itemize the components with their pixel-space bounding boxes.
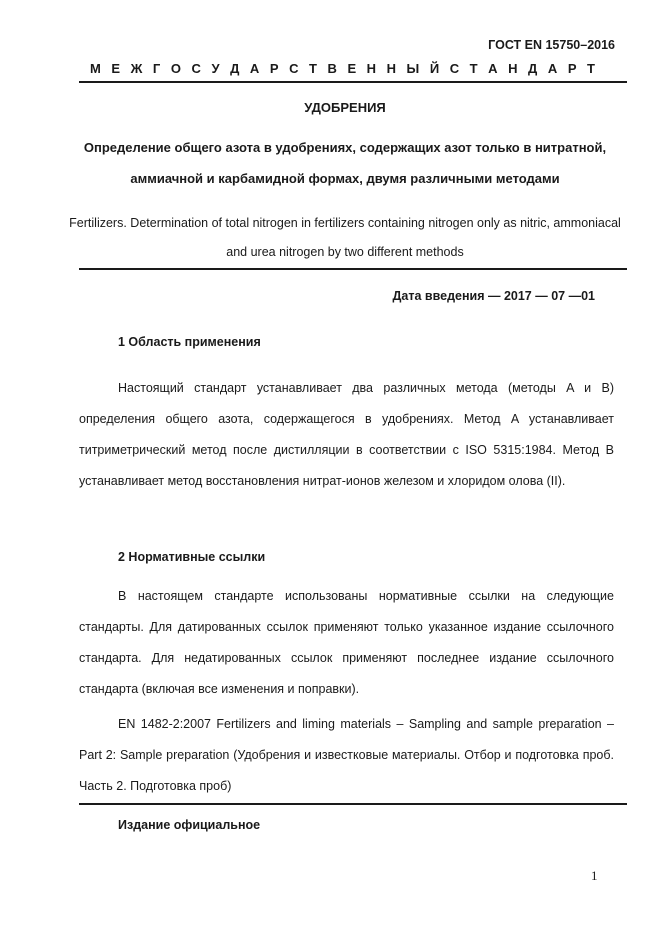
section-1-heading: 1 Область применения [118,335,261,349]
section-2-paragraph-2: EN 1482-2:2007 Fertilizers and liming materials – Sampling and sample preparation – Part 2: Sample preparation (Удобрения и известковые материалы. Отбор и подготовка проб. Часть 2. Подготовка проб) [79,717,614,793]
title-en-line-1: Fertilizers. Determination of total nitrogen in fertilizers containing nitrogen only as nitric, ammoniacal [69,216,621,230]
footer-rule [79,803,627,805]
section-1-paragraph: Настоящий стандарт устанавливает два различных метода (методы A и B) определения общего азота, содержащегося в удобрениях. Метод A устанавливает титриметрический метод после дистилляции в соответствии с ISO 5315:1984. Метод B устанавливает метод восстановления нитрат-ионов железом и хлоридом олова (II). [79,381,614,488]
header-rule [79,81,627,83]
introduction-date: Дата введения — 2017 — 07 —01 [392,289,595,303]
page-number: 1 [591,868,598,883]
title-en-line-2: and urea nitrogen by two different methods [226,245,464,259]
section-2-paragraph-1: В настоящем стандарте использованы нормативные ссылки на следующие стандарты. Для датированных ссылок применяют только указанное издание ссылочного стандарта. Для недатированных ссылок применяют последнее издание ссылочного стандарта (включая все изменения и поправки). [79,589,614,696]
title-ru-line-2: аммиачной и карбамидной формах, двумя различными методами [130,171,560,186]
title-rule [79,268,627,270]
title-ru-line-1: Определение общего азота в удобрениях, содержащих азот только в нитратной, [83,140,607,155]
official-edition-label: Издание официальное [118,818,261,832]
section-2-heading: 2 Нормативные ссылки [118,550,266,564]
standard-code: ГОСТ EN 15750–2016 [488,38,615,52]
interstate-standard-banner: М Е Ж Г О С У Д А Р С Т В Е Н Н Ы Й С Т А Н Д А Р Т [90,61,595,76]
document-title: УДОБРЕНИЯ [304,100,386,115]
